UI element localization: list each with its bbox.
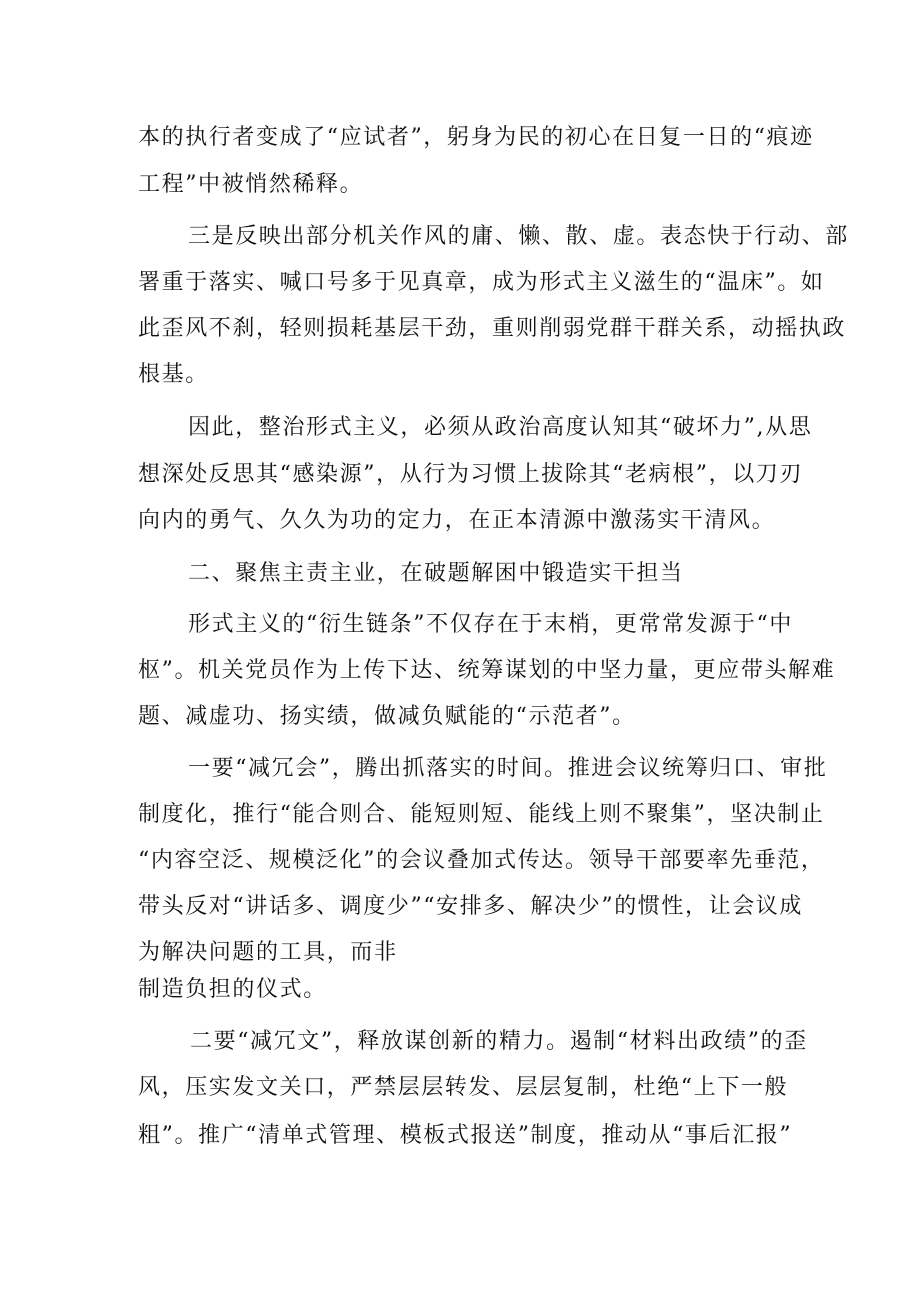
paragraph-line: 工程”中被悄然稀释。 <box>138 172 364 197</box>
paragraph-line: 制度化，推行“能合则合、能短则短、能线上则不聚集”，坚决制止 <box>138 802 825 827</box>
paragraph-line: 此歪风不刹，轻则损耗基层干劲，重则削弱党群干群关系，动摇执政 <box>138 316 847 341</box>
paragraph-line: 向内的勇气、久久为功的定力，在正本清源中激荡实干清风。 <box>138 508 776 533</box>
paragraph-line: 一要“减冗会”，腾出抓落实的时间。推进会议统筹归口、审批 <box>188 756 828 781</box>
paragraph-line: 想深处反思其“感染源”，从行为习惯上拔除其“老病根”，以刀刃 <box>138 462 803 487</box>
paragraph-line: 带头反对“讲话多、调度少”“安排多、解决少”的惯性，让会议成 <box>138 894 803 919</box>
section-heading: 二、聚焦主责主业，在破题解困中锻造实干担当 <box>188 561 684 586</box>
paragraph-line: 为解决问题的工具，而非 <box>138 940 398 965</box>
paragraph-line: 形式主义的“衍生链条”不仅存在于末梢，更常常发源于“中 <box>188 612 793 637</box>
paragraph-line: 根基。 <box>138 362 209 387</box>
paragraph-line: 署重于落实、喊口号多于见真章，成为形式主义滋生的“温床”。如 <box>138 270 825 295</box>
paragraph-line: “内容空泛、规模泛化”的会议叠加式传达。领导干部要率先垂范， <box>138 848 825 873</box>
paragraph-line: 二要“减冗文”，释放谋创新的精力。遏制“材料出政绩”的歪 <box>190 1029 808 1054</box>
paragraph-line: 风，压实发文关口，严禁层层转发、层层复制，杜绝“上下一般 <box>138 1075 789 1100</box>
paragraph-line: 本的执行者变成了“应试者”，躬身为民的初心在日复一日的“痕迹 <box>138 125 814 150</box>
paragraph-line: 粗”。推广“清单式管理、模板式报送”制度，推动从“事后汇报” <box>138 1123 793 1148</box>
paragraph-line: 因此，整治形式主义，必须从政治高度认知其“破坏力”,从思 <box>188 415 813 440</box>
paragraph-line: 枢”。机关党员作为上传下达、统筹谋划的中坚力量，更应带头解难 <box>138 658 836 683</box>
paragraph-line: 三是反映出部分机关作风的庸、懒、散、虚。表态快于行动、部 <box>188 224 849 249</box>
paragraph-line: 制造负担的仪式。 <box>138 977 327 1002</box>
paragraph-line: 题、减虚功、扬实绩，做减负赋能的“示范者”。 <box>138 704 636 729</box>
